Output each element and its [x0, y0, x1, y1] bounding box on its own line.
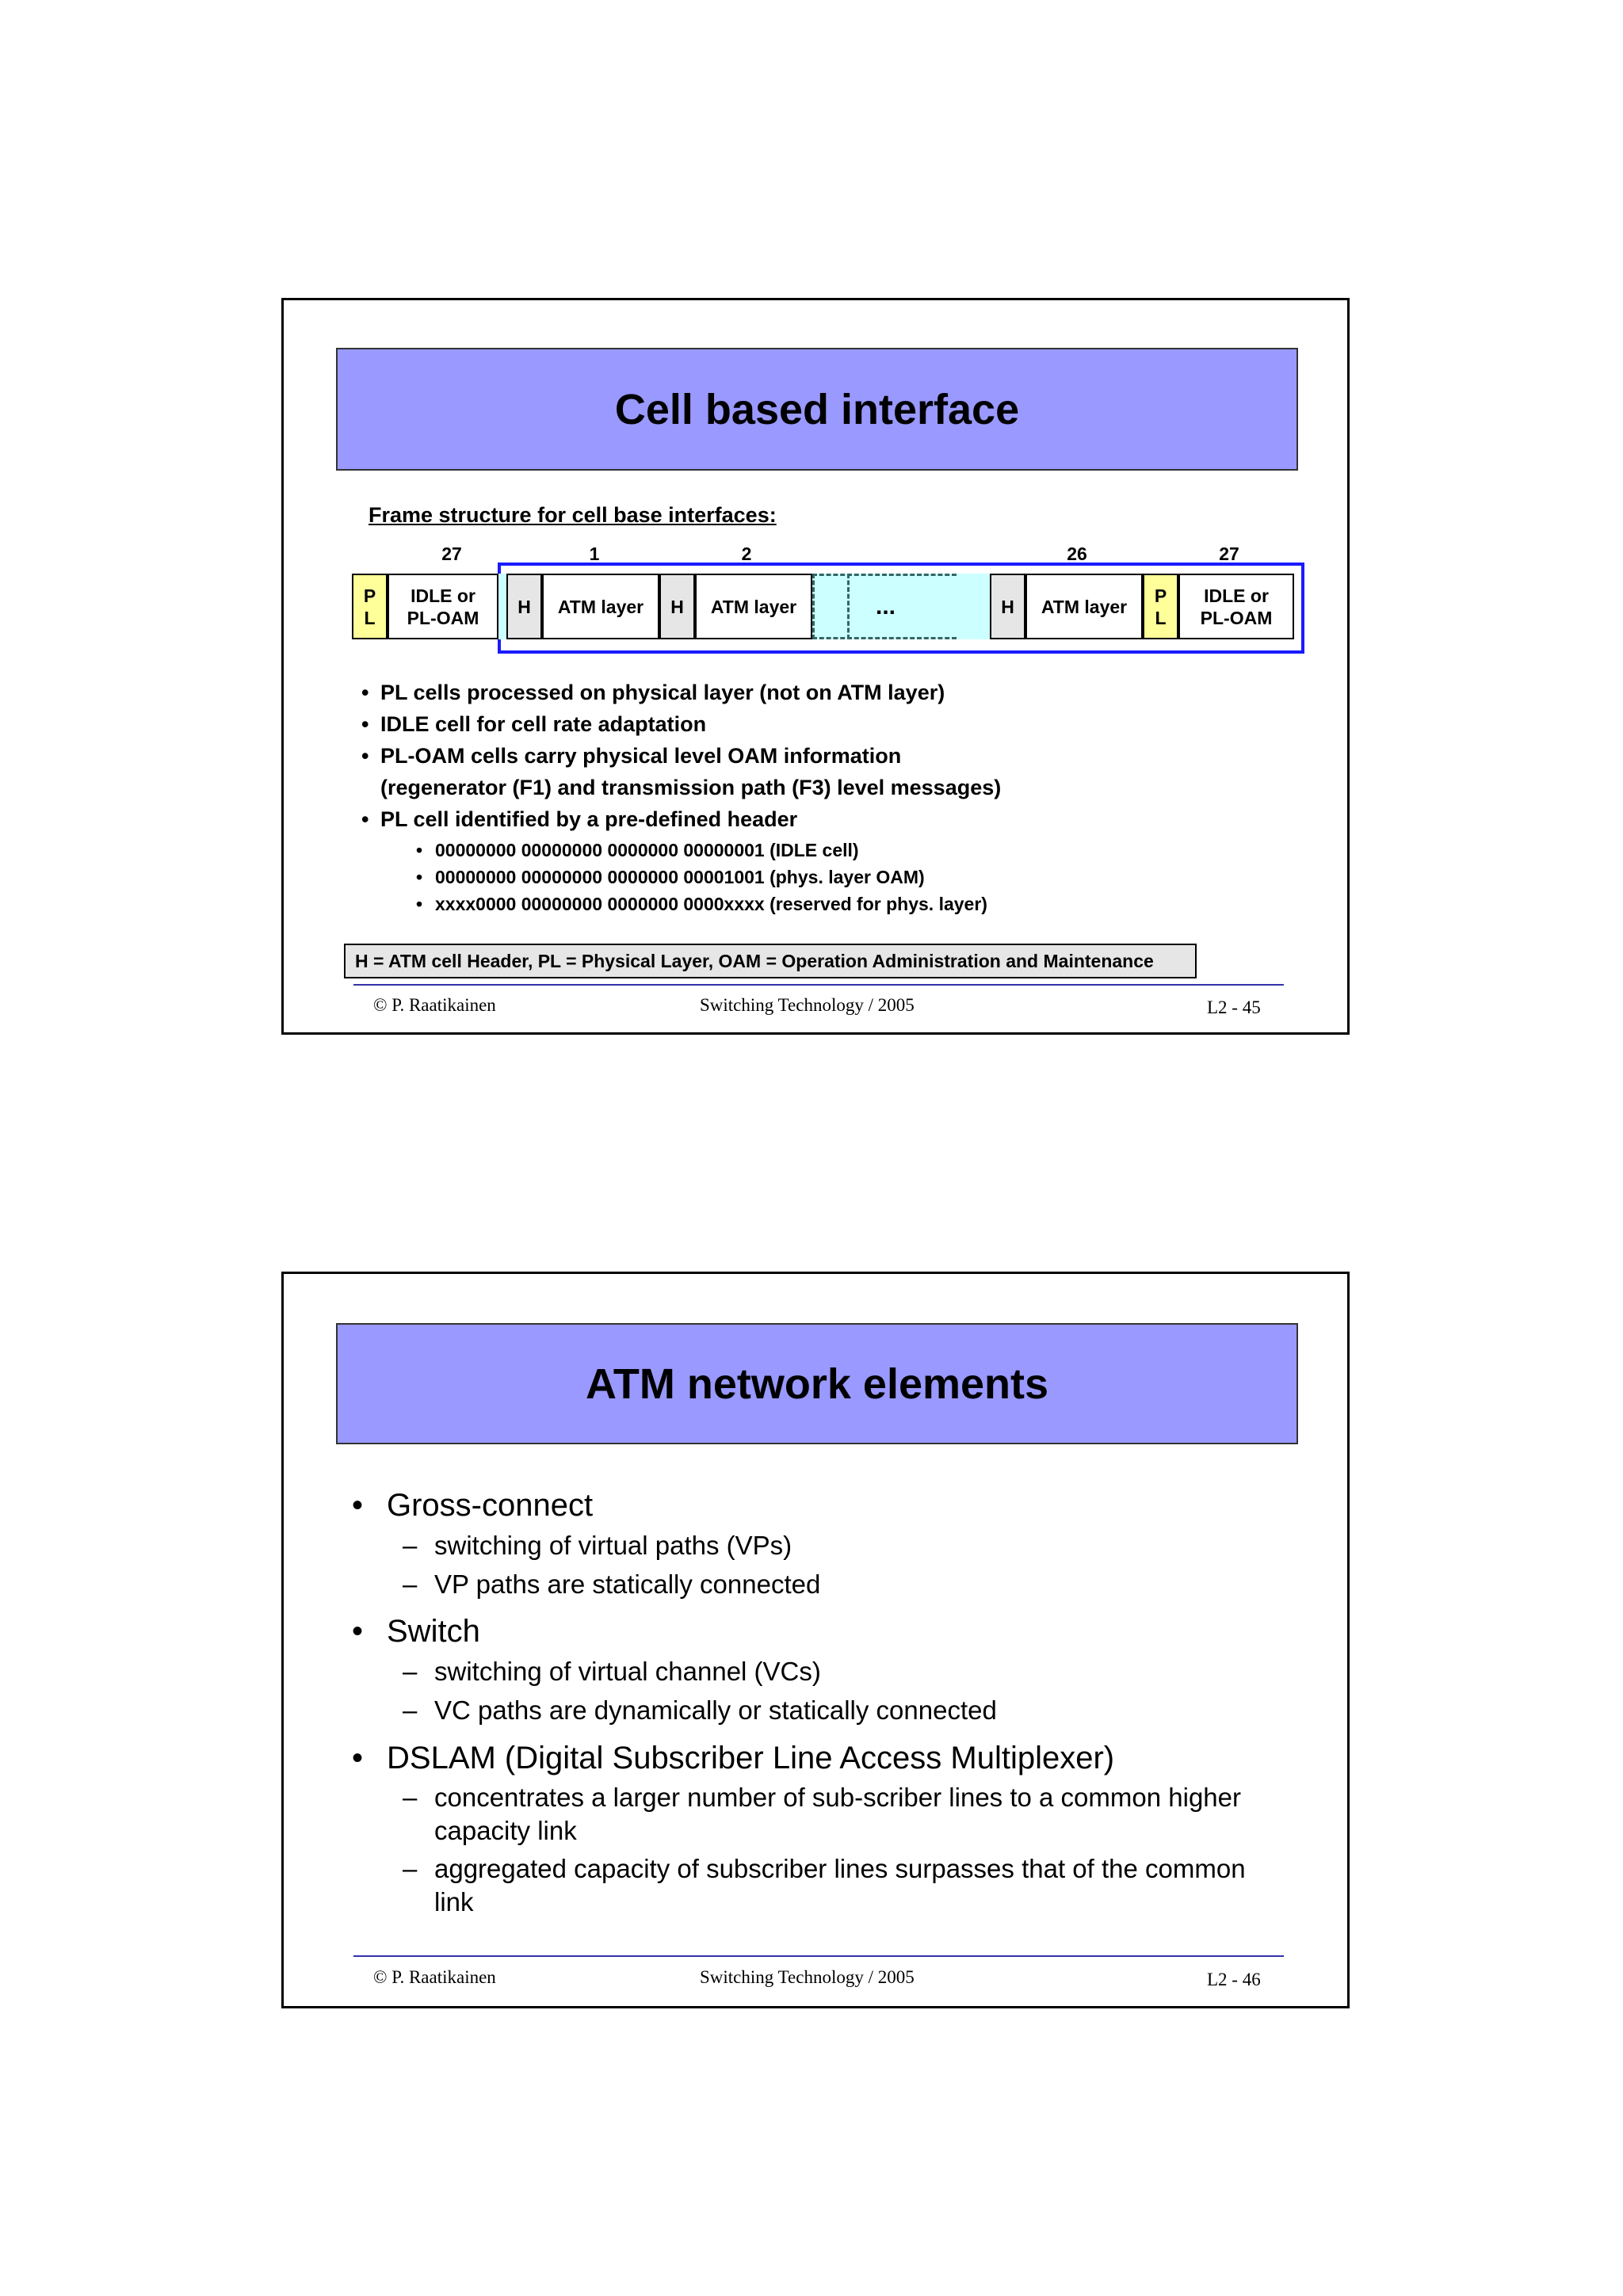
cell-number: 1	[589, 543, 600, 564]
slide-atm-network-elements	[281, 1272, 1350, 2008]
sub-item: – switching of virtual paths (VPs)	[403, 1531, 792, 1560]
slide-title-box	[336, 1323, 1298, 1444]
idle-cell: IDLE or PL-OAM	[1178, 574, 1294, 639]
bullet-item-continuation: (regenerator (F1) and transmission path (F3) level messages)	[380, 776, 1002, 799]
slide-title: ATM network elements	[585, 1360, 1049, 1408]
bullet-item: • DSLAM (Digital Subscriber Line Access Multiplexer)	[352, 1741, 1115, 1775]
bullet-item: • PL-OAM cells carry physical level OAM information	[361, 744, 902, 768]
footer-page-number: L2 - 45	[1207, 997, 1261, 1017]
bullet-item: • PL cell identified by a pre-defined header	[361, 807, 798, 831]
bullet-item: • PL cells processed on physical layer (not on ATM layer)	[361, 681, 945, 704]
sub-item: – aggregated capacity of subscriber lines surpasses that of the common link	[403, 1854, 1246, 1917]
atm-layer-cell: ATM layer	[1025, 574, 1143, 639]
bullet-item: • IDLE cell for cell rate adaptation	[361, 712, 707, 736]
sub-item: – VP paths are statically connected	[403, 1569, 821, 1599]
ellipsis-text: ...	[875, 593, 896, 620]
sub-item: – concentrates a larger number of sub-scriber lines to a common higher capacity link	[403, 1783, 1241, 1845]
footer-course: Switching Technology / 2005	[700, 1967, 915, 1987]
footer-divider	[353, 984, 1284, 986]
slide-title-box	[336, 348, 1298, 471]
footer-author: © P. Raatikainen	[373, 1967, 496, 1987]
ellipsis-cell	[812, 574, 957, 639]
pl-cell: P L	[352, 574, 388, 639]
footer-author: © P. Raatikainen	[373, 995, 496, 1015]
footer-page-number: L2 - 46	[1207, 1970, 1261, 1989]
bullet-item: • Gross-connect	[352, 1488, 594, 1523]
sub-bullet-item: • 00000000 00000000 0000000 00001001 (phys. layer OAM)	[416, 867, 925, 887]
footer-course: Switching Technology / 2005	[700, 995, 915, 1015]
pl-cell: P L	[1143, 574, 1178, 639]
slide-cell-based-interface	[281, 298, 1350, 1035]
idle-cell: IDLE or PL-OAM	[388, 574, 498, 639]
legend-box	[344, 944, 1197, 978]
bullet-item: • Switch	[352, 1614, 480, 1649]
sub-item: – VC paths are dynamically or statically connected	[403, 1695, 997, 1725]
footer-divider	[353, 1955, 1284, 1957]
atm-layer-cell: ATM layer	[542, 574, 659, 639]
sub-item: – switching of virtual channel (VCs)	[403, 1657, 821, 1686]
cell-number: 27	[1219, 543, 1239, 564]
dashed-divider	[847, 574, 850, 639]
frame-heading: Frame structure for cell base interfaces:	[369, 503, 777, 527]
cell-number: 27	[441, 543, 462, 564]
atm-layer-cell: ATM layer	[695, 574, 812, 639]
legend-text: H = ATM cell Header, PL = Physical Layer, OAM = Operation Administration and Maintenance	[355, 950, 1154, 971]
cell-number: 26	[1067, 543, 1087, 564]
sub-bullet-item: • 00000000 00000000 0000000 00000001 (IDLE cell)	[416, 840, 859, 860]
sub-bullet-item: • xxxx0000 00000000 0000000 0000xxxx (reserved for phys. layer)	[416, 894, 987, 914]
header-cell: H	[506, 574, 542, 639]
slide-title: Cell based interface	[614, 385, 1020, 433]
cell-number: 2	[741, 543, 752, 564]
header-cell: H	[990, 574, 1025, 639]
header-cell: H	[659, 574, 695, 639]
